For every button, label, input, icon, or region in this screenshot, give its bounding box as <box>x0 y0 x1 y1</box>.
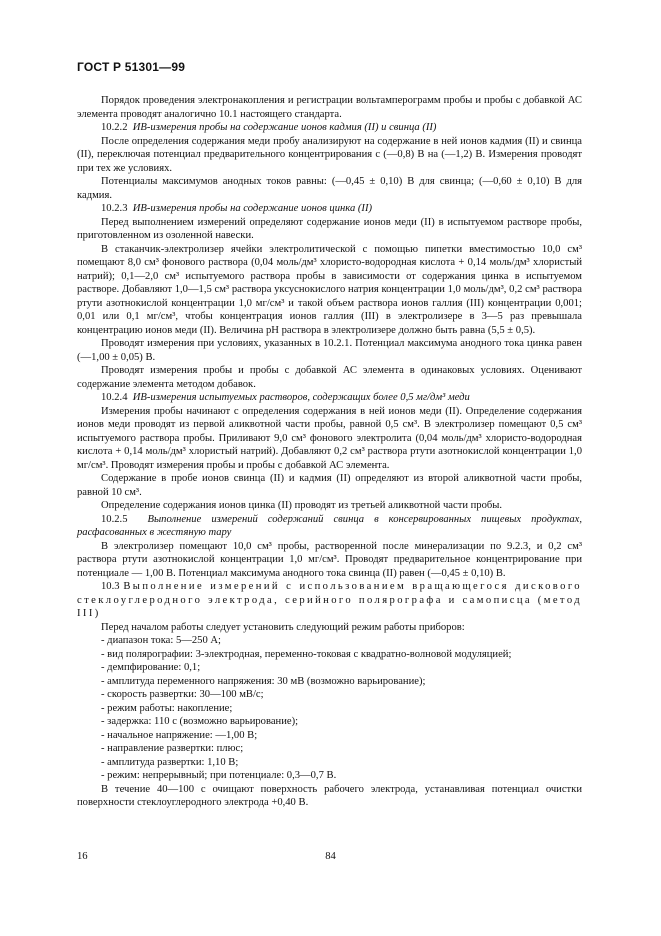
section-heading-10-2-3: 10.2.3 ИВ-измерения пробы на содержание ионов цинка (II) <box>101 203 373 214</box>
list-item: - диапазон тока: 5—250 А; <box>101 635 221 646</box>
list-item: - скорость развертки: 30—100 мВ/с; <box>101 689 264 700</box>
paragraph: Перед выполнением измерений определяют содержание ионов меди (II) в испытуемом растворе пробы, приготовленном из озоленной навески. <box>77 216 582 241</box>
paragraph: Потенциалы максимумов анодных токов равны: (—0,45 ± 0,10) В для свинца; (—0,60 ± 0,10) В для кадмия. <box>77 176 582 201</box>
paragraph: После определения содержания меди пробу анализируют на содержание в ней ионов кадмия (II) и свинца (II), переключая потенциал предварительного концентрирования с (—0,8) В на (—1,2) В. Измерения проводят при тех же условиях. <box>77 135 582 174</box>
list-item: - направление развертки: плюс; <box>101 743 244 754</box>
list-item: - начальное напряжение: —1,00 В; <box>101 729 258 741</box>
sheet-number: 84 <box>325 851 336 862</box>
list-item: - режим работы: накопление; <box>101 702 233 714</box>
paragraph: Перед началом работы следует установить следующий режим работы приборов: <box>101 621 465 633</box>
section-heading-10-2-4: 10.2.4 ИВ-измерения испытуемых растворов, содержащих более 0,5 мг/дм³ меди <box>101 392 470 403</box>
page-number: 16 <box>77 851 88 862</box>
document-header: ГОСТ Р 51301—99 <box>77 60 186 74</box>
paragraph: В электролизер помещают 10,0 см³ пробы, растворенной после минерализации по 9.2.3, и 0,2 см³ раствора ртути азотнокислой концентрации 1,0 мг/см³. Проводят предварительное концентрирование при потенциале — 1,00 В. Потенциал максимума анодного тока свинца (II) равен (—0,45 ± 0,10) В. <box>77 540 582 579</box>
list-item: - вид полярографии: 3-электродная, переменно-токовая с квадратно-волновой модуляцией; <box>101 648 512 660</box>
list-item: - демпфирование: 0,1; <box>101 662 201 673</box>
section-heading-10-2-2: 10.2.2 ИВ-измерения пробы на содержание ионов кадмия (II) и свинца (II) <box>101 122 437 133</box>
list-item: - амплитуда развертки: 1,10 В; <box>101 756 239 768</box>
instrument-settings-list <box>77 634 582 783</box>
paragraph: Проводят измерения при условиях, указанных в 10.2.1. Потенциал максимума анодного тока цинка равен (—1,00 ± 0,05) В. <box>77 338 582 363</box>
list-item: - режим: непрерывный; при потенциале: 0,3—0,7 В. <box>101 770 337 781</box>
paragraph: Порядок проведения электронакопления и регистрации вольтамперограмм пробы и пробы с добавкой АС элемента проводят аналогично 10.1 настоящего стандарта. <box>77 95 582 120</box>
list-item: - амплитуда переменного напряжения: 30 мВ (возможно варьирование); <box>101 675 426 687</box>
paragraph: Содержание в пробе ионов свинца (II) и кадмия (II) определяют из второй аликвотной части пробы, равной 10 см³. <box>77 473 582 498</box>
paragraph: Определение содержания ионов цинка (II) проводят из третьей аликвотной части пробы. <box>101 500 503 511</box>
paragraph: В стаканчик-электролизер ячейки электролитической с помощью пипетки вместимостью 10,0 см³ помещают 8,0 см³ фонового раствора (0,04 моль/дм³ хлористо-водородная кислота + 0,14 моль/дм³ хлористый натрий); 0,1—2,0 см³ испытуемого раствора пробы в зависимости от содержания цинка в испытуемом растворе. Добавляют 1,0—1,5 см³ раствора уксуснокислого натрия концентрации 1,0 моль/дм³, 0,2 см³ раствора ртути азотнокислой концентрации 1,0 мг/см³ и такой объем раствора ионов галлия (III) концентрации 0,001; 0,01 или 0,1 мг/см³, чтобы концентрация ионов галлия (III) в электролизере в 3—5 раз превышала концентрацию ионов меди (II). Величина рН раствора в электролизере должно быть равна (5,5 ± 0,5). <box>77 243 582 336</box>
section-heading-10-2-5: 10.2.5 Выполнение измерений содержаний свинца в консервированных пищевых продуктах, расфасованных в жестяную тару <box>77 513 582 538</box>
document-body <box>77 94 582 810</box>
paragraph: Проводят измерения пробы и пробы с добавкой АС элемента в одинаковых условиях. Оценивают содержание элемента методом добавок. <box>77 365 582 390</box>
list-item: - задержка: 110 с (возможно варьирование); <box>101 716 299 727</box>
section-heading-10-3: 10.3 Выполнение измерений с использованием вращающегося дискового стеклоуглеродного электрода, серийного полярографа и самописца (метод III) <box>77 581 582 619</box>
paragraph: В течение 40—100 с очищают поверхность рабочего электрода, устанавливая потенциал очистки поверхности стеклоуглеродного электрода +0,40 В. <box>77 783 582 808</box>
paragraph: Измерения пробы начинают с определения содержания в ней ионов меди (II). Определение содержания ионов меди проводят из первой аликвотной части пробы, равной 0,5 см³. В электролизер помещают 0,5 см³ испытуемого раствора пробы. Приливают 9,0 см³ фонового электролита (0,04 моль/дм³ хлористо-водородная кислота + 0,14 моль/дм³ хлористый натрий). Добавляют 0,2 см³ раствора ртути азотнокислой концентрации 1,0 мг/см³. Проводят измерения пробы и пробы с добавкой АС элемента. <box>77 405 582 471</box>
